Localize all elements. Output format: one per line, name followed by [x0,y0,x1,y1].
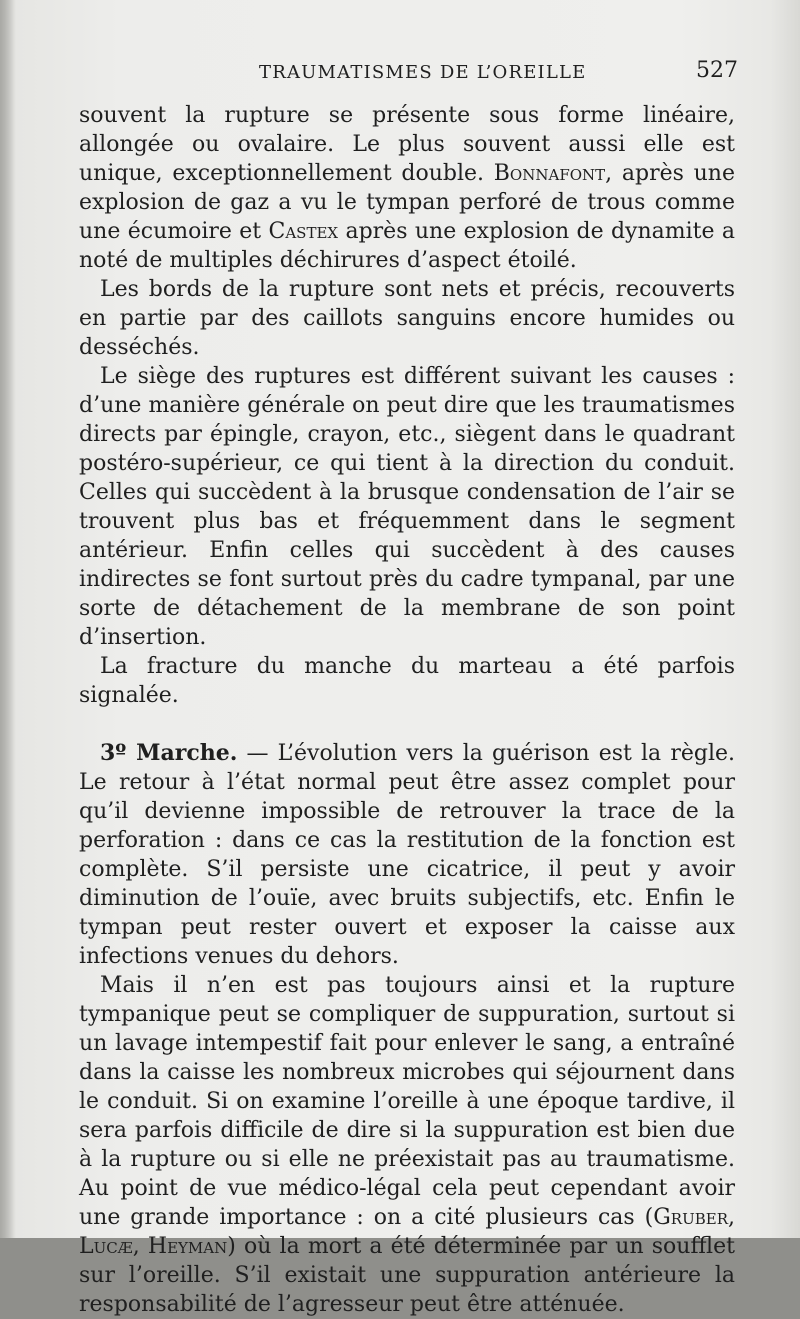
paragraph-rupture-edges: Les bords de la rupture sont nets et précis, recouverts en partie par des caillots sanguins encore humides ou desséchés. [79,277,735,360]
author-separator: , [132,1234,148,1259]
author-separator: , [728,1205,735,1230]
running-head: TRAUMATISMES DE L’OREILLE [259,62,587,83]
paragraph-text: Mais il n’en est pas toujours ainsi et la rupture tympanique peut se compliquer de suppuration, surtout si un lavage intempestif fait pour enlever le sang, a entraîné dans la caisse les nombreux microbes qui séjournent dans le conduit. Si on examine l’oreille à une époque tardive, il sera parfois difficile de dire si la suppuration est bien due à la rupture ou si elle ne préexistait pas au traumatisme. Au point de vue médico-légal cela peut cependant avoir une grande importance : on a cité plusieurs cas ( [79,973,735,1230]
author-bonnafont: Bonnafont [493,161,606,186]
paragraph-text: , après une explosion de gaz a vu le tympan perforé de trous comme une écumoire et [79,161,735,244]
paragraph-hammer-fracture: La fracture du manche du marteau a été parfois signalée. [79,654,735,708]
author-castex: Castex [268,219,339,244]
page-body-text [79,101,735,1319]
paragraph-text: après une explosion de dynamite a noté de multiples déchirures d’aspect étoilé. [79,219,735,273]
author-lucae: Lucæ [79,1234,133,1259]
author-gruber: Gruber [653,1205,728,1230]
paragraph-text: souvent la rupture se présente sous forme linéaire, allongée ou ovalaire. Le plus souvent aussi elle est unique, exceptionnellement double. [79,103,735,186]
section-spacing [79,710,735,739]
section-title-marche: 3º Marche. [100,740,238,766]
paragraph-text: — L’évolution vers la guérison est la règle. Le retour à l’état normal peut être assez complet pour qu’il devienne impossible de retrouver la trace de la perforation : dans ce cas la restitution de la fonction est complète. S’il persiste une cicatrice, il peut y avoir diminution de l’ouïe, avec bruits subjectifs, etc. Enfin le tympan peut rester ouvert et exposer la caisse aux infections venues du dehors. [79,741,735,969]
page-header [0,58,800,88]
author-heyman: Heyman [147,1234,228,1259]
page-number: 527 [696,58,738,83]
paragraph-suppuration [79,971,735,1319]
paragraph-rupture-shape [79,101,735,275]
paragraph-rupture-location: Le siège des ruptures est différent suivant les causes : d’une manière générale on peut dire que les traumatismes directs par épingle, crayon, etc., siègent dans le quadrant postéro-supérieur, ce qui tient à la direction du conduit. Celles qui succèdent à la brusque condensation de l’air se trouvent plus bas et fréquemment dans le segment antérieur. Enfin celles qui succèdent à des causes indirectes se font surtout près du cadre tympanal, par une sorte de détachement de la membrane de son point d’insertion. [79,364,735,650]
paragraph-text: ) où la mort a été déterminée par un soufflet sur l’oreille. S’il existait une suppuration antérieure la responsabilité de l’agresseur peut être atténuée. [79,1234,735,1317]
paragraph-course-section [79,739,735,971]
page-gutter-shadow [0,0,16,1238]
